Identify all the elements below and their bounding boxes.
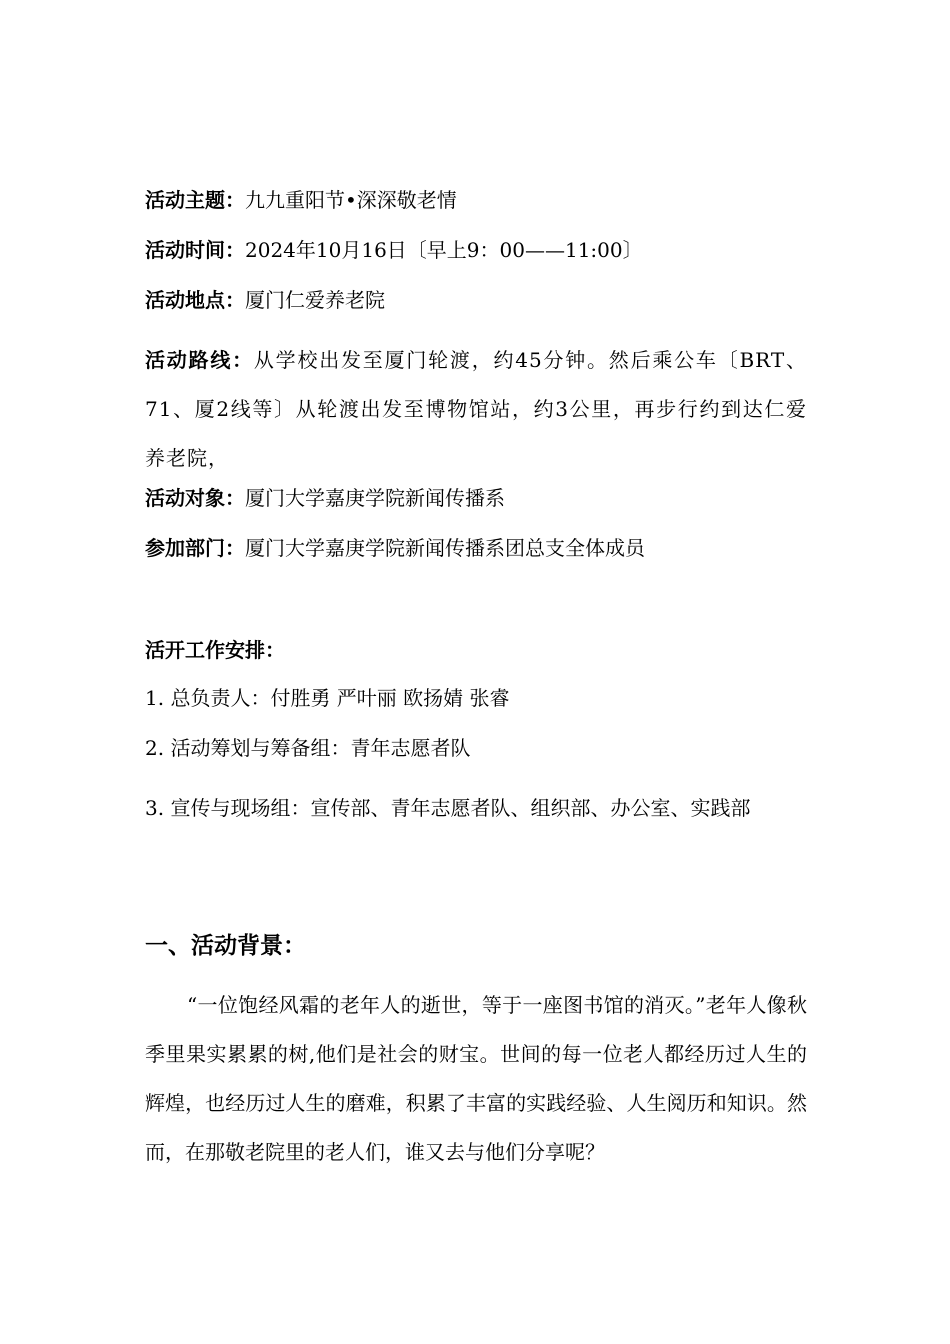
department-value: 厦门大学嘉庚学院新闻传播系团总支全体成员: [245, 536, 645, 560]
target-label: 活动对象：: [145, 486, 245, 510]
arrangement-item: 3. 宣传与现场组：宣传部、青年志愿者队、组织部、办公室、实践部: [145, 796, 751, 820]
arrangement-item: 2. 活动筹划与筹备组：青年志愿者队: [145, 736, 471, 760]
target-value: 厦门大学嘉庚学院新闻传播系: [245, 486, 505, 510]
route-value: 从学校出发至厦门轮渡，约45分钟。然后乘公车〔BRT、71、厦2线等〕从轮渡出发至博物馆站，约3公里，再步行约到达仁爱养老院，: [145, 348, 808, 470]
arrangement-title-text: 活开工作安排：: [145, 638, 285, 662]
target-row: [145, 484, 810, 512]
arrangement-item: 1. 总负责人：付胜勇 严叶丽 欧扬婧 张睿: [145, 686, 510, 710]
place-label: 活动地点：: [145, 288, 245, 312]
department-label: 参加部门：: [145, 536, 245, 560]
route-label: 活动路线：: [145, 348, 254, 372]
place-value: 厦门仁爱养老院: [245, 288, 385, 312]
route-row: [145, 336, 807, 483]
theme-label: 活动主题：: [145, 188, 245, 212]
time-label: 活动时间：: [145, 238, 245, 262]
background-paragraph: “一位饱经风霜的老年人的逝世，等于一座图书馆的消灭。”老年人像秋季里果实累累的树,他们是社会的财宝。世间的每一位老人都经历过人生的辉煌，也经历过人生的磨难，积累了丰富的实践经验、人生阅历和知识。然而，在那敬老院里的老人们，谁又去与他们分享呢？: [145, 993, 807, 1164]
time-value: 2024年10月16日〔早上9：00——11:00〕: [245, 238, 643, 262]
section-heading-background: 一、活动背景：: [145, 933, 306, 959]
department-row: [145, 534, 810, 562]
arrangement-title: [145, 636, 810, 664]
time-row: [145, 236, 810, 264]
theme-value: 九九重阳节•深深敬老情: [245, 188, 457, 212]
theme-row: [145, 186, 810, 214]
place-row: [145, 286, 810, 314]
